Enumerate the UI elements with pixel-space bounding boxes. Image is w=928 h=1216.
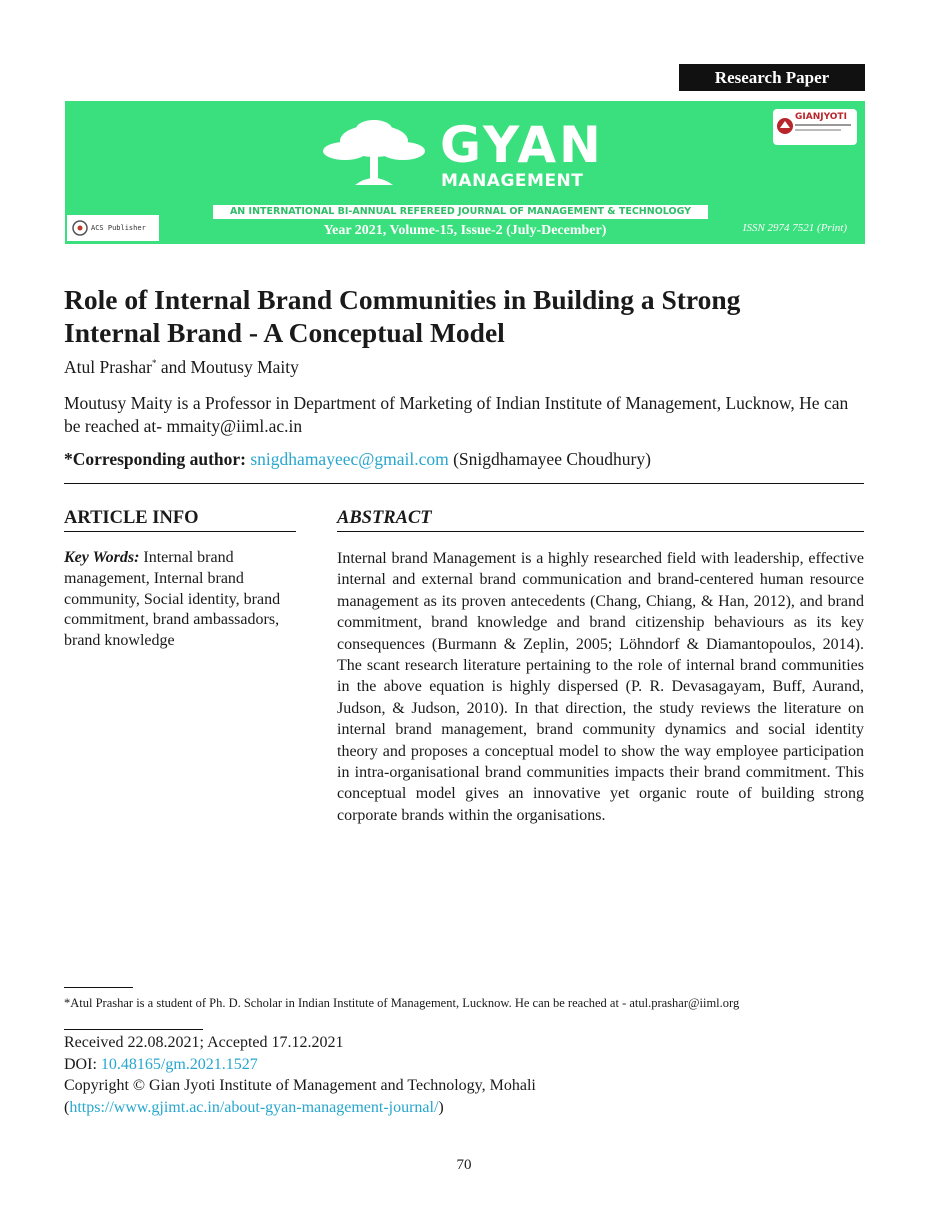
divider — [64, 1029, 203, 1030]
acs-logo-icon — [72, 220, 88, 236]
abstract-heading: ABSTRACT — [337, 508, 432, 528]
divider — [64, 483, 864, 484]
article-title-line: Internal Brand - A Conceptual Model — [64, 317, 505, 348]
received-accepted: Received 22.08.2021; Accepted 17.12.2021 — [64, 1034, 344, 1051]
author-footnote-mark: * — [151, 358, 157, 368]
article-type-tag: Research Paper — [679, 64, 865, 91]
journal-subname: MANAGEMENT — [441, 171, 584, 191]
copyright: Copyright © Gian Jyoti Institute of Management and Technology, Mohali — [64, 1077, 536, 1094]
publisher-emblem-icon — [776, 117, 794, 135]
journal-banner — [65, 101, 865, 244]
author-affiliation: Moutusy Maity is a Professor in Department of Marketing of Indian Institute of Management, Lucknow, He can be reached at- mmaity@iiml.ac.in — [64, 393, 849, 436]
tree-logo-icon — [315, 117, 433, 189]
volume-issue: Year 2021, Volume-15, Issue-2 (July-December) — [323, 223, 607, 238]
journal-url-line — [64, 1097, 864, 1119]
author-name: Atul Prashar — [64, 357, 152, 377]
article-title-line: Role of Internal Brand Communities in Building a Strong — [64, 284, 741, 315]
article-title — [64, 283, 864, 349]
keywords-list: Internal brand management, Internal brand community, Social identity, brand commitment, brand ambassadors, brand knowledge — [64, 549, 281, 650]
page-number: 70 — [456, 1157, 472, 1173]
keywords-block — [64, 548, 296, 652]
publisher-logo-text: GIANJYOTI — [795, 112, 847, 122]
publisher-logo-line — [795, 129, 841, 131]
author-line — [64, 357, 299, 378]
corresponding-label: *Corresponding author: — [64, 449, 246, 469]
article-info-heading: ARTICLE INFO — [64, 508, 199, 528]
corresponding-email-link[interactable]: snigdhamayeec@gmail.com — [250, 449, 449, 469]
publication-meta — [64, 1032, 864, 1118]
acs-label: ACS Publisher — [91, 224, 146, 232]
journal-tagline: AN INTERNATIONAL BI-ANNUAL REFEREED JOURNAL OF MANAGEMENT & TECHNOLOGY — [213, 205, 708, 219]
footnote-divider — [64, 987, 133, 988]
doi-line — [64, 1054, 864, 1076]
author-name: and Moutusy Maity — [156, 357, 299, 377]
corresponding-name: (Snigdhamayee Choudhury) — [453, 449, 651, 469]
url-paren: ( — [64, 1098, 70, 1116]
abstract-text: Internal brand Management is a highly researched field with leadership, effective internal and external brand communication and brand-centered human resource management as its proven antecedents (Chang, Chiang, & Han, 2012), and brand commitment, brand knowledge and brand citizenship behaviours as its key consequences (Burmann & Zeplin, 2005; Löhndorf & Diamantopoulos, 2014). The scant research literature pertaining to the role of internal brand communities in the above equation is highly dispersed (P. R. Devasagayam, Buff, Aurand, Judson, & Judson, 2010). In that direction, the study reviews the literature on internal brand management, brand community dynamics and social identity theory and proposes a conceptual model to show the way employee participation in intra-organisational brand communities impacts their brand commitment. This conceptual model gives an innovative yet organic route of building strong corporate brands within the organisations. — [337, 550, 864, 824]
journal-url-link[interactable]: https://www.gjimt.ac.in/about-gyan-management-journal/ — [69, 1098, 439, 1116]
divider — [64, 531, 296, 532]
corresponding-author — [64, 449, 651, 470]
doi-link[interactable]: 10.48165/gm.2021.1527 — [100, 1055, 258, 1073]
publisher-logo-line — [795, 124, 851, 126]
doi-label: DOI: — [64, 1055, 101, 1073]
acs-publisher-badge — [67, 215, 159, 241]
footnote: *Atul Prashar is a student of Ph. D. Scholar in Indian Institute of Management, Lucknow. He can be reached at - atul.prashar@iiml.org — [64, 996, 740, 1010]
url-paren: ) — [438, 1098, 444, 1116]
divider — [337, 531, 864, 532]
publisher-logo — [773, 109, 857, 145]
issn-label: ISSN 2974 7521 (Print) — [742, 222, 847, 234]
keywords-label: Key Words: — [64, 549, 140, 566]
journal-name: GYAN — [440, 116, 604, 174]
